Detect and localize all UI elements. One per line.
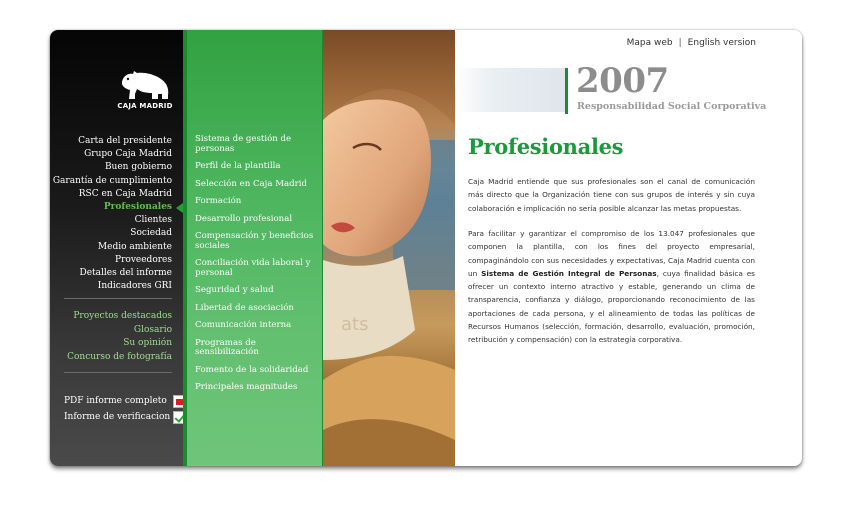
svg-text:ats: ats [341, 314, 369, 335]
submenu-item-desarrollo[interactable]: Desarrollo profesional [195, 213, 293, 224]
main-sidebar [50, 30, 183, 466]
submenu-item-programas[interactable]: Programas de sensibilización [195, 337, 259, 357]
nav-item-rsc[interactable]: RSC en Caja Madrid [78, 188, 172, 199]
nav-item-grupo[interactable]: Grupo Caja Madrid [84, 149, 172, 160]
nav-item-garantia[interactable]: Garantía de cumplimiento [52, 175, 172, 186]
nav-item-buen-gobierno[interactable]: Buen gobierno [104, 162, 172, 173]
pdf-download-link[interactable] [64, 396, 167, 410]
body-paragraph [468, 227, 755, 347]
child-photo [323, 30, 455, 466]
submenu-list [195, 135, 319, 401]
report-title: Responsabilidad Social Corporativa [577, 101, 767, 112]
intro-paragraph: Caja Madrid entiende que sus profesionales son el canal de comunicación más directo que la Organización tiene con sus grupos de interés y sin cuya colaboración e implicación no sería posible alcanzar las metas propuestas. [468, 177, 755, 213]
body-text-start: Para facilitar y garantizar el compromiso de los 13.047 profesionales que componen la plantilla, con los fines del proyecto empresarial, compaginándolo con sus necesidades y expectativas, Caja Madrid cuenta con un [468, 229, 755, 278]
submenu-item-magnitudes[interactable]: Principales magnitudes [195, 382, 298, 392]
main-nav [53, 135, 172, 293]
nav-item-sociedad[interactable]: Sociedad [130, 228, 172, 239]
nav-divider [64, 372, 172, 373]
nav-item-proyectos[interactable]: Proyectos destacados [73, 311, 172, 321]
submenu-item-sistema-gestion[interactable]: Sistema de gestión de personas [195, 134, 292, 154]
nav-item-carta-presidente[interactable]: Carta del presidente [78, 136, 172, 146]
secondary-nav [67, 310, 172, 364]
nav-item-proveedores[interactable]: Proveedores [115, 254, 172, 265]
verification-label: Informe de verificacion [64, 412, 171, 422]
submenu-item-comunicacion[interactable]: Comunicación interna [195, 320, 292, 330]
page-title: Profesionales [468, 134, 624, 159]
body-text-end: , cuya finalidad básica es ofrecer un contexto interno atractivo y estable, generando un clima de transparencia, confianza y diálogo, proporcionando reconocimiento de las aportaciones de cada persona, y el alineamiento de todas las políticas de Recursos Humanos (selección, formación, desarrollo, evaluación, promoción, retribución y compensación) con la estrategia corporativa. [468, 268, 755, 345]
nav-item-glosario[interactable]: Glosario [133, 324, 172, 335]
submenu-item-conciliacion[interactable]: Conciliación vida laboral y personal [195, 258, 311, 278]
top-links [627, 38, 756, 48]
nav-divider [64, 298, 172, 299]
nav-item-indicadores[interactable]: Indicadores GRI [97, 281, 172, 292]
pdf-download-label: PDF informe completo [64, 396, 167, 406]
submenu-panel [183, 30, 323, 466]
nav-item-opinion[interactable]: Su opinión [123, 338, 172, 349]
bear-logo-icon [114, 68, 174, 102]
report-year: 2007 [576, 61, 669, 101]
logo-text: CAJA MADRID [117, 102, 173, 110]
english-version-link[interactable]: English version [687, 38, 756, 48]
verification-report-link[interactable] [64, 412, 170, 426]
caja-madrid-logo[interactable] [114, 68, 174, 114]
link-separator: | [678, 38, 682, 48]
banner-accent-bar [565, 68, 568, 114]
page-frame [50, 30, 802, 466]
submenu-item-formacion[interactable]: Formación [195, 196, 242, 206]
nav-item-profesionales[interactable]: Profesionales [103, 202, 172, 213]
body-text-highlight: Sistema de Gestión Integral de Personas [481, 268, 657, 278]
submenu-item-seguridad[interactable]: Seguridad y salud [195, 285, 274, 295]
submenu-item-fomento[interactable]: Fomento de la solidaridad [195, 364, 309, 375]
content-panel [455, 30, 802, 466]
submenu-item-libertad[interactable]: Libertad de asociación [195, 302, 294, 313]
submenu-item-compensacion[interactable]: Compensación y beneficios sociales [195, 231, 314, 251]
submenu-item-perfil[interactable]: Perfil de la plantilla [195, 161, 281, 171]
nav-item-detalles[interactable]: Detalles del informe [79, 268, 172, 279]
submenu-item-seleccion[interactable]: Selección en Caja Madrid [195, 178, 307, 189]
nav-item-medio-ambiente[interactable]: Medio ambiente [97, 241, 172, 252]
active-arrow-icon [176, 203, 183, 213]
nav-item-concurso[interactable]: Concurso de fotografía [67, 351, 172, 362]
banner-background [455, 68, 565, 112]
nav-item-clientes[interactable]: Clientes [134, 215, 172, 226]
site-map-link[interactable]: Mapa web [626, 38, 673, 48]
